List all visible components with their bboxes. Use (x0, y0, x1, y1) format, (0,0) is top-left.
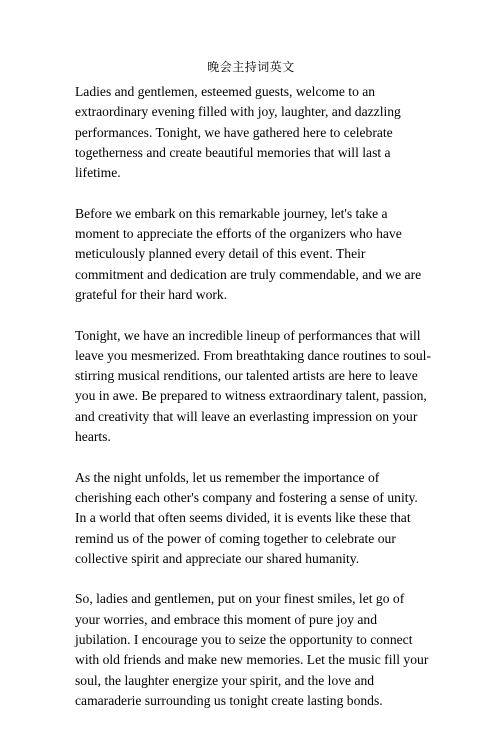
paragraph-closing: So, ladies and gentlemen, put on your finest smiles, let go of your worries, and embrace this moment of pure joy and jubilation. I encourage you to seize the opportunity to connect with old friends and make new memories. Let the music fill your soul, the laughter energize your spirit, and the love and camaraderie surrounding us tonight create lasting bonds. (75, 591, 429, 708)
document-body (75, 82, 431, 732)
paragraph-organizers: Before we embark on this remarkable journey, let's take a moment to appreciate the efforts of the organizers who have meticulously planned every detail of this event. Their commitment and dedication are truly commendable, and we are grateful for their hard work. (75, 205, 422, 302)
paragraph-welcome: Ladies and gentlemen, esteemed guests, welcome to an extraordinary evening filled with joy, laughter, and dazzling performances. Tonight, we have gathered here to celebrate togetherness and create beautiful memories that will last a lifetime. (75, 84, 401, 181)
paragraph-performances: Tonight, we have an incredible lineup of performances that will leave you mesmerized. From breathtaking dance routines to soul-stirring musical renditions, our talented artists are here to leave you in awe. Be prepared to witness extraordinary talent, passion, and creativity that will leave an everlasting impression on your hearts. (75, 327, 431, 445)
document-title: 晚会主持词英文 (207, 60, 295, 74)
paragraph-unity: As the night unfolds, let us remember the importance of cherishing each other's company and fostering a sense of unity. In a world that often seems divided, it is events like these that remind us of the power of coming together to celebrate our collective spirit and appreciate our shared humanity. (75, 469, 418, 566)
